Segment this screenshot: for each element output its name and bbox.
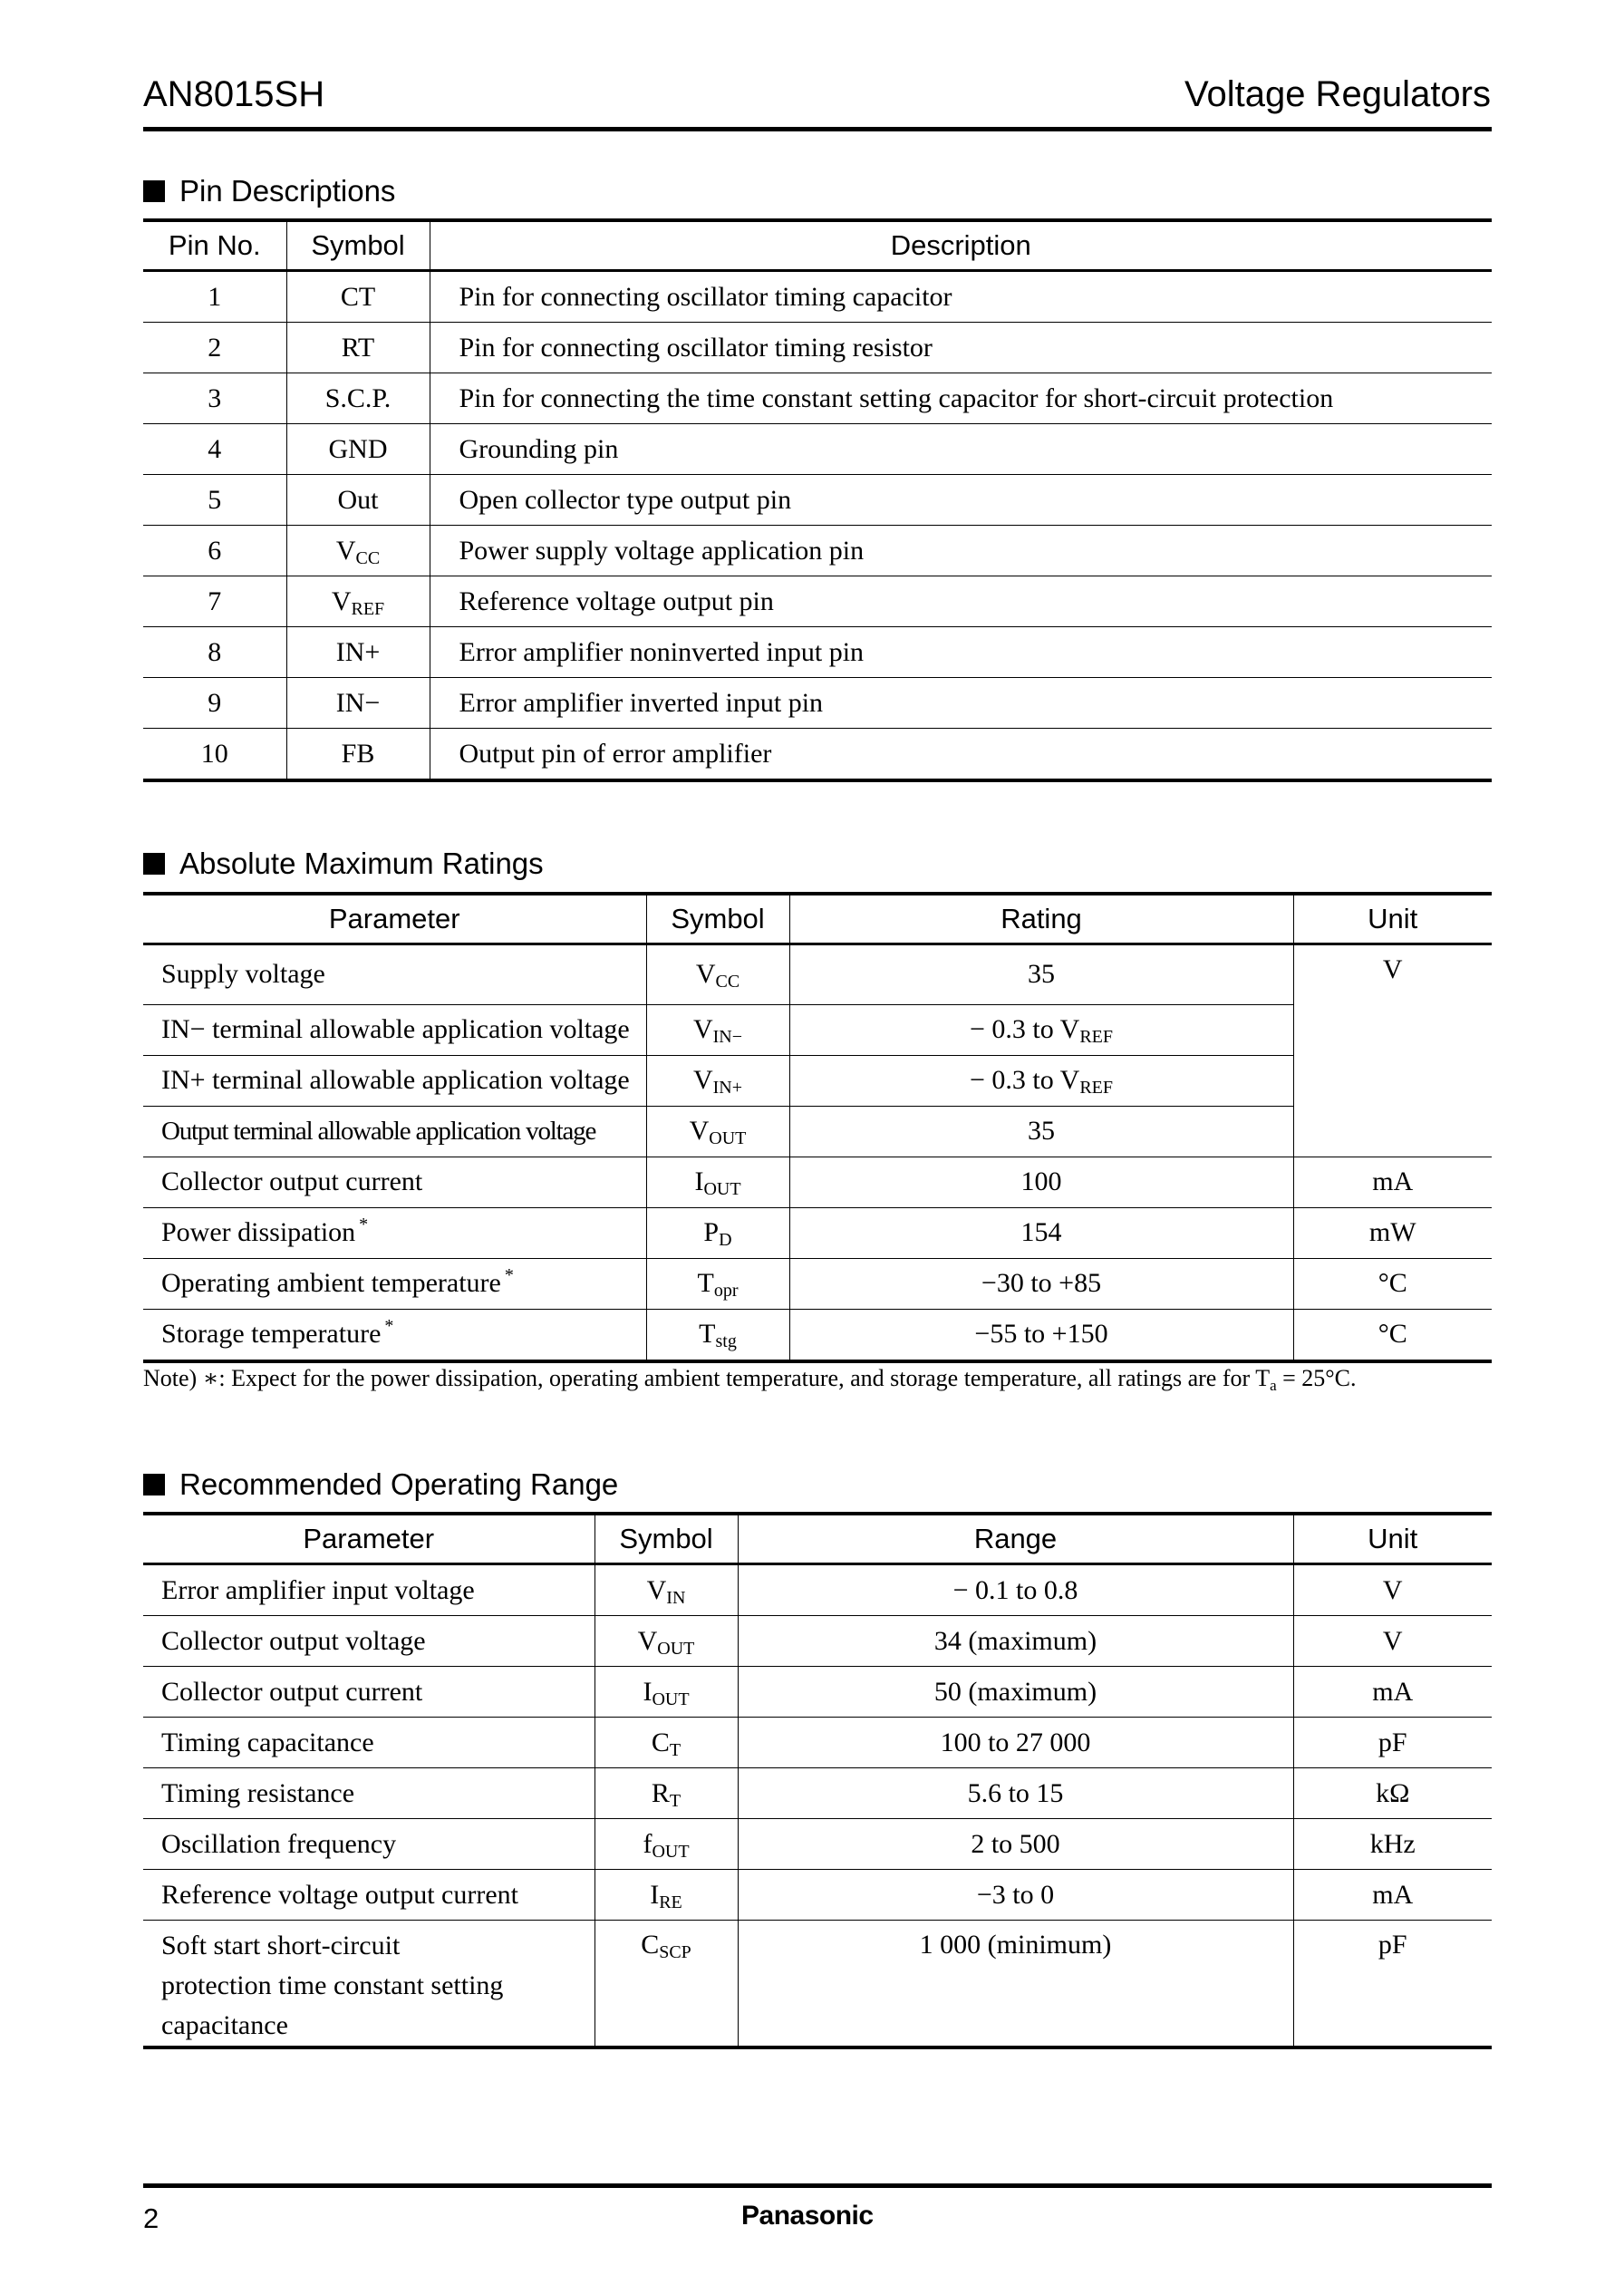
range-cell: 2 to 500	[738, 1819, 1293, 1870]
symbol-text: V	[637, 1625, 658, 1656]
absolute-maximum-ratings-heading	[143, 847, 544, 881]
unit-cell: °C	[1293, 1258, 1492, 1309]
range-cell: 1 000 (minimum)	[738, 1921, 1293, 2048]
parameter-cell: Soft start short-circuit protection time constant setting capacitance	[143, 1921, 594, 2048]
ratings-note	[143, 1365, 1357, 1392]
parameter-cell: Collector output current	[143, 1667, 594, 1718]
symbol-subscript: OUT	[652, 1689, 690, 1709]
symbol-cell	[646, 1157, 789, 1207]
symbol-cell	[646, 1004, 789, 1055]
table-row	[143, 1718, 1492, 1768]
rating-subscript: REF	[1079, 1027, 1114, 1047]
symbol-text: T	[697, 1268, 714, 1298]
symbol-cell	[646, 1055, 789, 1106]
parameter-cell: Oscillation frequency	[143, 1819, 594, 1870]
table-row	[143, 1870, 1492, 1921]
table-row	[143, 271, 1492, 323]
symbol-text: IN−	[335, 687, 381, 718]
symbol-text: I	[650, 1879, 660, 1910]
table-row	[143, 1055, 1492, 1106]
pin-number-cell: 3	[143, 373, 286, 424]
symbol-text: V	[689, 1116, 710, 1146]
column-header: Unit	[1293, 1514, 1492, 1564]
pin-descriptions-table	[143, 218, 1492, 782]
table-row	[143, 373, 1492, 424]
symbol-cell	[594, 1616, 738, 1667]
symbol-subscript: SCP	[659, 1942, 691, 1962]
symbol-cell	[286, 271, 430, 323]
table-row	[143, 1207, 1492, 1258]
parameter-text: IN− terminal allowable application voltage	[161, 1014, 630, 1044]
pin-descriptions-heading	[143, 174, 395, 208]
absolute-maximum-ratings-table	[143, 892, 1492, 1363]
symbol-cell	[286, 373, 430, 424]
parameter-text: Operating ambient temperature	[161, 1268, 501, 1298]
parameter-text: Output terminal allowable application voltage	[161, 1117, 596, 1146]
symbol-text: GND	[328, 433, 388, 464]
unit-cell: V	[1293, 1564, 1492, 1616]
parameter-cell	[143, 1055, 646, 1106]
parameter-text: Collector output current	[161, 1166, 423, 1196]
unit-cell	[1293, 1106, 1492, 1157]
symbol-subscript: RE	[659, 1892, 682, 1912]
unit-cell: kHz	[1293, 1819, 1492, 1870]
parameter-text: IN+ terminal allowable application voltage	[161, 1065, 630, 1095]
symbol-cell	[286, 475, 430, 526]
symbol-subscript: CC	[715, 972, 740, 992]
rating-text: 35	[1028, 1116, 1055, 1146]
range-cell: 50 (maximum)	[738, 1667, 1293, 1718]
footnote-marker: *	[384, 1316, 394, 1336]
column-header: Description	[430, 220, 1492, 271]
symbol-cell	[646, 1258, 789, 1309]
unit-cell: °C	[1293, 1309, 1492, 1361]
parameter-text: Storage temperature	[161, 1319, 382, 1349]
symbol-text: I	[643, 1676, 652, 1707]
pin-number-cell: 2	[143, 323, 286, 373]
section-title: Absolute Maximum Ratings	[179, 847, 544, 880]
symbol-cell	[286, 323, 430, 373]
symbol-text: V	[646, 1574, 667, 1605]
rating-cell	[789, 944, 1293, 1005]
unit-cell	[1293, 1004, 1492, 1055]
symbol-cell	[594, 1564, 738, 1616]
brand-logo: Panasonic	[741, 2201, 874, 2231]
rating-cell	[789, 1258, 1293, 1309]
symbol-text: RT	[341, 332, 375, 363]
parameter-cell	[143, 1004, 646, 1055]
square-bullet-icon	[143, 853, 165, 875]
note-text-end: = 25°C.	[1276, 1365, 1357, 1391]
unit-cell: pF	[1293, 1921, 1492, 2048]
range-cell: 34 (maximum)	[738, 1616, 1293, 1667]
unit-cell: mW	[1293, 1207, 1492, 1258]
symbol-text: V	[335, 535, 356, 566]
rating-text: −30 to +85	[981, 1268, 1102, 1298]
symbol-subscript: stg	[715, 1331, 737, 1351]
header-rule	[143, 127, 1492, 131]
rating-cell	[789, 1207, 1293, 1258]
note-text: Note) ∗: Expect for the power dissipation, operating ambient temperature, and storage temperature, all ratings are for T	[143, 1365, 1271, 1391]
footer-rule	[143, 2183, 1492, 2188]
column-header: Symbol	[646, 894, 789, 944]
range-cell: 100 to 27 000	[738, 1718, 1293, 1768]
symbol-cell	[646, 944, 789, 1005]
symbol-text: CT	[340, 281, 376, 312]
table-row	[143, 1004, 1492, 1055]
pin-number-cell: 9	[143, 678, 286, 729]
symbol-text: V	[695, 959, 716, 990]
table-row	[143, 729, 1492, 781]
parameter-cell	[143, 1157, 646, 1207]
symbol-cell	[594, 1718, 738, 1768]
symbol-subscript: opr	[713, 1281, 739, 1301]
symbol-cell	[594, 1667, 738, 1718]
recommended-operating-range-heading	[143, 1467, 618, 1502]
ror-table-body	[143, 1564, 1492, 2048]
column-header: Unit	[1293, 894, 1492, 944]
table-row	[143, 1309, 1492, 1361]
symbol-cell	[594, 1870, 738, 1921]
rating-text: − 0.3 to V	[969, 1065, 1080, 1095]
symbol-subscript: D	[719, 1230, 732, 1250]
parameter-cell	[143, 1258, 646, 1309]
symbol-cell	[646, 1106, 789, 1157]
description-cell: Grounding pin	[430, 424, 1492, 475]
table-row	[143, 1667, 1492, 1718]
rating-cell	[789, 1055, 1293, 1106]
pin-number-cell: 5	[143, 475, 286, 526]
page-number: 2	[143, 2202, 160, 2234]
rating-cell	[789, 1309, 1293, 1361]
table-row	[143, 1258, 1492, 1309]
square-bullet-icon	[143, 180, 165, 202]
parameter-text: Power dissipation	[161, 1217, 356, 1247]
table-row	[143, 678, 1492, 729]
pin-table-body	[143, 271, 1492, 781]
symbol-subscript: IN−	[712, 1027, 743, 1047]
column-header: Parameter	[143, 894, 646, 944]
symbol-text: f	[643, 1828, 652, 1859]
description-cell: Error amplifier noninverted input pin	[430, 627, 1492, 678]
range-cell: − 0.1 to 0.8	[738, 1564, 1293, 1616]
table-row	[143, 323, 1492, 373]
unit-cell: mA	[1293, 1667, 1492, 1718]
column-header: Rating	[789, 894, 1293, 944]
rating-cell	[789, 1106, 1293, 1157]
range-cell: 5.6 to 15	[738, 1768, 1293, 1819]
parameter-cell: Reference voltage output current	[143, 1870, 594, 1921]
description-cell: Open collector type output pin	[430, 475, 1492, 526]
table-header-row	[143, 1514, 1492, 1564]
rating-cell	[789, 1157, 1293, 1207]
part-number: AN8015SH	[143, 74, 325, 114]
table-header-row	[143, 894, 1492, 944]
column-header: Symbol	[286, 220, 430, 271]
rating-cell	[789, 1004, 1293, 1055]
pin-number-cell: 6	[143, 526, 286, 576]
symbol-subscript: REF	[351, 598, 385, 619]
symbol-cell	[646, 1309, 789, 1361]
symbol-cell	[594, 1819, 738, 1870]
symbol-text: S.C.P.	[324, 382, 392, 413]
symbol-subscript: IN	[666, 1587, 686, 1608]
description-cell: Reference voltage output pin	[430, 576, 1492, 627]
symbol-cell	[594, 1768, 738, 1819]
symbol-text: V	[692, 1065, 713, 1095]
symbol-subscript: OUT	[657, 1638, 695, 1659]
symbol-cell	[646, 1207, 789, 1258]
table-row	[143, 944, 1492, 1005]
rating-text: 154	[1020, 1217, 1062, 1247]
table-row	[143, 424, 1492, 475]
unit-cell: mA	[1293, 1157, 1492, 1207]
column-header: Symbol	[594, 1514, 738, 1564]
section-title: Recommended Operating Range	[179, 1467, 619, 1501]
symbol-text: R	[651, 1777, 670, 1808]
symbol-subscript: IN+	[712, 1078, 743, 1098]
symbol-subscript: CC	[355, 547, 381, 568]
symbol-subscript: OUT	[709, 1128, 747, 1148]
symbol-text: Out	[337, 484, 379, 515]
footnote-marker: *	[504, 1265, 514, 1285]
parameter-cell	[143, 1309, 646, 1361]
parameter-cell: Timing resistance	[143, 1768, 594, 1819]
document-category: Voltage Regulators	[1184, 74, 1491, 114]
section-title: Pin Descriptions	[179, 174, 396, 208]
column-header: Range	[738, 1514, 1293, 1564]
description-cell: Pin for connecting oscillator timing capacitor	[430, 271, 1492, 323]
column-header: Pin No.	[143, 220, 286, 271]
symbol-cell	[286, 729, 430, 781]
rating-text: 35	[1028, 959, 1055, 990]
parameter-cell: Collector output voltage	[143, 1616, 594, 1667]
symbol-subscript: T	[669, 1739, 682, 1760]
description-cell: Output pin of error amplifier	[430, 729, 1492, 781]
symbol-cell	[286, 576, 430, 627]
rating-text: 100	[1020, 1166, 1062, 1196]
parameter-cell	[143, 1207, 646, 1258]
rating-text: − 0.3 to V	[969, 1014, 1080, 1044]
parameter-cell: Timing capacitance	[143, 1718, 594, 1768]
parameter-cell: Error amplifier input voltage	[143, 1564, 594, 1616]
unit-cell: mA	[1293, 1870, 1492, 1921]
column-header: Parameter	[143, 1514, 594, 1564]
symbol-cell	[594, 1921, 738, 2048]
unit-cell: V	[1293, 1616, 1492, 1667]
parameter-cell	[143, 1106, 646, 1157]
table-row	[143, 1819, 1492, 1870]
unit-cell: V	[1293, 944, 1492, 1005]
description-cell: Pin for connecting the time constant setting capacitor for short-circuit protection	[430, 373, 1492, 424]
rating-text: −55 to +150	[974, 1319, 1108, 1349]
symbol-text: C	[641, 1930, 660, 1960]
pin-number-cell: 7	[143, 576, 286, 627]
table-row	[143, 1106, 1492, 1157]
symbol-subscript: T	[669, 1790, 682, 1811]
square-bullet-icon	[143, 1474, 165, 1495]
table-row	[143, 526, 1492, 576]
symbol-text: P	[703, 1217, 720, 1247]
symbol-cell	[286, 424, 430, 475]
pin-number-cell: 10	[143, 729, 286, 781]
symbol-subscript: OUT	[652, 1841, 690, 1862]
table-row	[143, 1157, 1492, 1207]
table-row	[143, 627, 1492, 678]
symbol-text: I	[694, 1166, 704, 1196]
symbol-cell	[286, 627, 430, 678]
rating-subscript: REF	[1079, 1078, 1114, 1098]
symbol-subscript: OUT	[703, 1179, 741, 1199]
table-row	[143, 1564, 1492, 1616]
symbol-cell	[286, 678, 430, 729]
table-header-row	[143, 220, 1492, 271]
symbol-text: FB	[341, 738, 375, 769]
note-subscript: a	[1270, 1377, 1277, 1394]
footnote-marker: *	[359, 1215, 369, 1234]
unit-cell: pF	[1293, 1718, 1492, 1768]
symbol-text: T	[699, 1319, 716, 1349]
symbol-text: V	[331, 586, 352, 616]
table-row	[143, 1921, 1492, 2048]
table-row	[143, 1616, 1492, 1667]
symbol-text: V	[692, 1014, 713, 1044]
symbol-text: C	[651, 1727, 670, 1757]
unit-cell	[1293, 1055, 1492, 1106]
description-cell: Power supply voltage application pin	[430, 526, 1492, 576]
symbol-cell	[286, 526, 430, 576]
range-cell: −3 to 0	[738, 1870, 1293, 1921]
recommended-operating-range-table	[143, 1512, 1492, 2049]
description-cell: Error amplifier inverted input pin	[430, 678, 1492, 729]
pin-number-cell: 1	[143, 271, 286, 323]
pin-number-cell: 8	[143, 627, 286, 678]
pin-number-cell: 4	[143, 424, 286, 475]
table-row	[143, 1768, 1492, 1819]
unit-cell: kΩ	[1293, 1768, 1492, 1819]
symbol-text: IN+	[335, 636, 381, 667]
parameter-cell	[143, 944, 646, 1005]
table-row	[143, 576, 1492, 627]
parameter-text: Supply voltage	[161, 959, 325, 990]
description-cell: Pin for connecting oscillator timing resistor	[430, 323, 1492, 373]
table-row	[143, 475, 1492, 526]
amr-table-body	[143, 944, 1492, 1361]
